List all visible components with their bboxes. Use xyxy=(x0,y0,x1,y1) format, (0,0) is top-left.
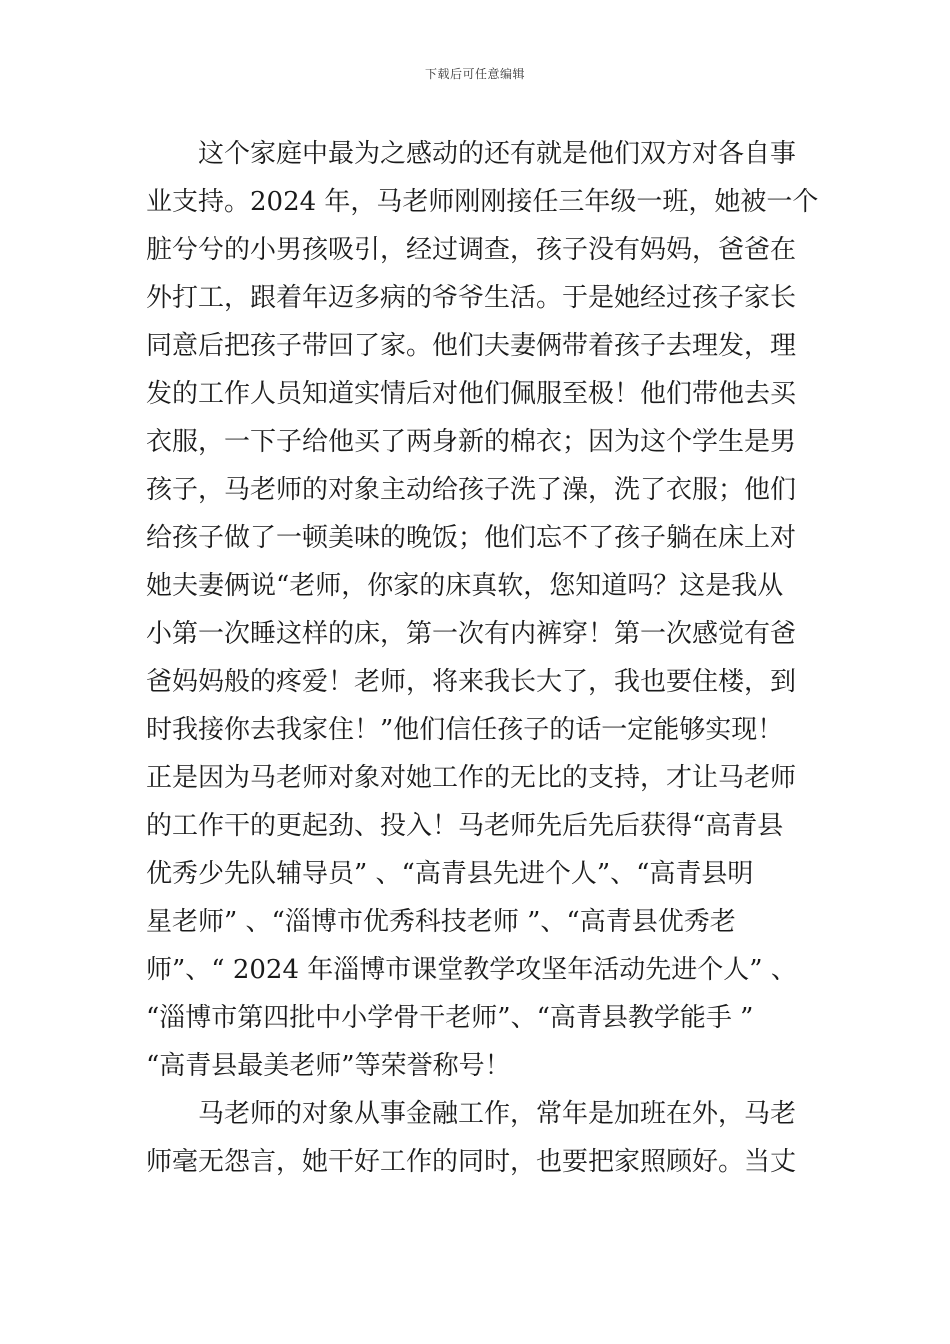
text-line: 爸妈妈般的疼爱！老师，将来我长大了，我也要住楼，到 xyxy=(146,667,797,697)
paragraph-1 xyxy=(146,130,819,1090)
text-line: 星老师” 、“淄博市优秀科技老师 ”、“高青县优秀老 xyxy=(146,907,736,937)
text-line: 时我接你去我家住！”他们信任孩子的话一定能够实现！ xyxy=(146,715,784,745)
text-line: 师”、“ 2024 年淄博市课堂教学攻坚年活动先进个人” 、 xyxy=(146,955,797,985)
text-line: 师毫无怨言，她干好工作的同时，也要把家照顾好。当丈 xyxy=(146,1147,797,1177)
text-line: 优秀少先队辅导员” 、“高青县先进个人”、“高青县明 xyxy=(146,859,754,889)
paragraph-2 xyxy=(146,1090,816,1186)
text-line: 给孩子做了一顿美味的晚饭；他们忘不了孩子躺在床上对 xyxy=(146,523,797,553)
page-header: 下载后可任意编辑 xyxy=(424,67,525,81)
text-line: 正是因为马老师对象对她工作的无比的支持，才让马老师 xyxy=(146,763,797,793)
text-line: 马老师的对象从事金融工作，常年是加班在外，马老 xyxy=(198,1099,797,1129)
text-line: 同意后把孩子带回了家。他们夫妻俩带着孩子去理发，理 xyxy=(146,331,797,361)
text-line: 小第一次睡这样的床，第一次有内裤穿！第一次感觉有爸 xyxy=(146,619,797,649)
text-line: “淄博市第四批中小学骨干老师”、“高青县教学能手 ” xyxy=(146,1003,754,1033)
document-body xyxy=(146,130,819,1186)
text-line: 孩子，马老师的对象主动给孩子洗了澡，洗了衣服；他们 xyxy=(146,475,797,505)
text-line: 的工作干的更起劲、投入！马老师先后先后获得“高青县 xyxy=(146,811,784,841)
text-line: “高青县最美老师”等荣誉称号！ xyxy=(146,1051,511,1081)
text-line: 业支持。2024 年，马老师刚刚接任三年级一班，她被一个 xyxy=(146,187,819,217)
text-line: 发的工作人员知道实情后对他们佩服至极！他们带他去买 xyxy=(146,379,797,409)
text-line: 外打工，跟着年迈多病的爷爷生活。于是她经过孩子家长 xyxy=(146,283,797,313)
text-line: 衣服，一下子给他买了两身新的棉衣；因为这个学生是男 xyxy=(146,427,797,457)
text-line: 这个家庭中最为之感动的还有就是他们双方对各自事 xyxy=(198,139,797,169)
text-line: 她夫妻俩说“老师，你家的床真软，您知道吗？这是我从 xyxy=(146,571,784,601)
text-line: 脏兮兮的小男孩吸引，经过调查，孩子没有妈妈，爸爸在 xyxy=(146,235,797,265)
